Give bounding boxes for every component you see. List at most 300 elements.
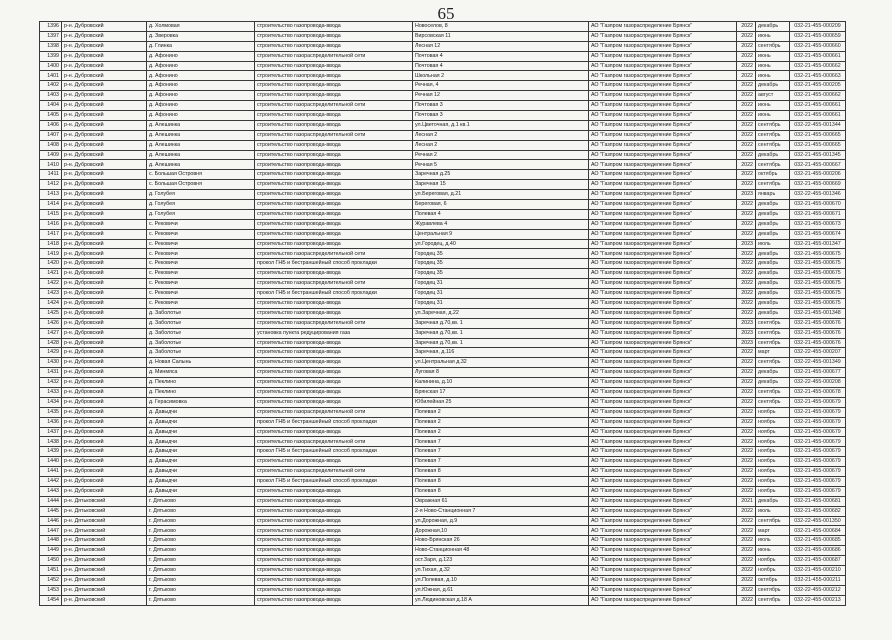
table-cell-settlement: д. Заболотье [147, 318, 255, 328]
table-cell-settlement: д. Новая Салынь [147, 358, 255, 368]
table-cell-code: 032-21-455-000662 [790, 91, 846, 101]
table-row [40, 585, 846, 595]
table-cell-month: сентябрь [756, 160, 790, 170]
table-cell-code: 032-21-455-000660 [790, 41, 846, 51]
table-cell-num: 1436 [40, 417, 62, 427]
table-cell-work: строительство газопровода-ввода [255, 229, 413, 239]
table-cell-district: р-н. Дубровский [62, 140, 147, 150]
table-row [40, 180, 846, 190]
table-row [40, 387, 846, 397]
table-cell-work: прокол ГНБ и бестраншейный способ прокладки [255, 259, 413, 269]
table-cell-address: Речная, 4 [413, 81, 589, 91]
table-cell-num: 1449 [40, 546, 62, 556]
table-cell-month: ноябрь [756, 476, 790, 486]
table-cell-work: строительство газопровода-ввода [255, 308, 413, 318]
table-cell-organization: АО "Газпром газораспределение Брянск" [589, 180, 737, 190]
table-cell-district: р-н. Дубровский [62, 130, 147, 140]
table-cell-work: строительство газопровода-ввода [255, 348, 413, 358]
table-cell-work: строительство газопровода-ввода [255, 556, 413, 566]
table-row [40, 556, 846, 566]
table-cell-address: Заречная д.70,кв. 1 [413, 338, 589, 348]
table-cell-code: 032-21-455-000673 [790, 219, 846, 229]
table-cell-address: Городец 35 [413, 249, 589, 259]
table-cell-work: строительство газораспределительной сети [255, 437, 413, 447]
table-cell-address: Новоселов, 8 [413, 22, 589, 32]
table-cell-num: 1407 [40, 130, 62, 140]
table-cell-code: 032-21-455-000671 [790, 209, 846, 219]
table-cell-district: р-н. Дубровский [62, 397, 147, 407]
table-cell-num: 1421 [40, 269, 62, 279]
table-cell-organization: АО "Газпром газораспределение Брянск" [589, 91, 737, 101]
table-cell-settlement: с. Рековичи [147, 259, 255, 269]
table-cell-num: 1446 [40, 516, 62, 526]
table-cell-district: р-н. Дубровский [62, 447, 147, 457]
table-cell-district: р-н. Дятьковский [62, 536, 147, 546]
table-cell-year: 2022 [737, 486, 756, 496]
table-cell-organization: АО "Газпром газораспределение Брянск" [589, 397, 737, 407]
table-cell-settlement: г. Дятьково [147, 546, 255, 556]
table-cell-year: 2021 [737, 496, 756, 506]
table-cell-work: строительство газопровода-ввода [255, 427, 413, 437]
table-cell-year: 2022 [737, 516, 756, 526]
table-cell-code: 032-21-455-000667 [790, 160, 846, 170]
table-cell-code: 032-22-455-000207 [790, 348, 846, 358]
table-cell-address: Почтовая 3 [413, 111, 589, 121]
table-cell-settlement: с. Рековичи [147, 229, 255, 239]
table-cell-district: р-н. Дубровский [62, 259, 147, 269]
table-cell-district: р-н. Дубровский [62, 387, 147, 397]
table-cell-work: строительство газопровода-ввода [255, 22, 413, 32]
table-cell-district: р-н. Дятьковский [62, 575, 147, 585]
table-row [40, 190, 846, 200]
table-cell-district: р-н. Дубровский [62, 378, 147, 388]
table-cell-settlement: с. Рековичи [147, 249, 255, 259]
table-cell-month: июль [756, 536, 790, 546]
table-row [40, 101, 846, 111]
table-cell-month: июнь [756, 51, 790, 61]
table-cell-code: 032-21-455-000674 [790, 229, 846, 239]
table-cell-month: декабрь [756, 200, 790, 210]
table-cell-organization: АО "Газпром газораспределение Брянск" [589, 61, 737, 71]
table-row [40, 417, 846, 427]
table-cell-address: Заречная д.70,кв. 1 [413, 318, 589, 328]
table-cell-work: строительство газопровода-ввода [255, 31, 413, 41]
table-cell-settlement: д. Давыдчи [147, 427, 255, 437]
table-cell-district: р-н. Дубровский [62, 190, 147, 200]
table-cell-work: строительство газопровода-ввода [255, 140, 413, 150]
table-cell-month: сентябрь [756, 338, 790, 348]
table-cell-organization: АО "Газпром газораспределение Брянск" [589, 150, 737, 160]
table-cell-year: 2022 [737, 209, 756, 219]
table-cell-year: 2022 [737, 22, 756, 32]
table-row [40, 575, 846, 585]
table-cell-code: 032-21-455-000675 [790, 298, 846, 308]
table-cell-settlement: с. Рековичи [147, 279, 255, 289]
table-cell-year: 2022 [737, 368, 756, 378]
table-cell-settlement: д. Пеклино [147, 378, 255, 388]
table-cell-work: строительство газопровода-ввода [255, 358, 413, 368]
table-cell-num: 1399 [40, 51, 62, 61]
table-cell-organization: АО "Газпром газораспределение Брянск" [589, 457, 737, 467]
table-cell-settlement: с. Большая Островня [147, 170, 255, 180]
table-row [40, 447, 846, 457]
table-cell-code: 032-21-455-000676 [790, 328, 846, 338]
table-cell-year: 2023 [737, 190, 756, 200]
table-cell-address: Заречная д.70,кв. 1 [413, 328, 589, 338]
table-cell-work: строительство газопровода-ввода [255, 298, 413, 308]
table-cell-organization: АО "Газпром газораспределение Брянск" [589, 417, 737, 427]
table-cell-num: 1431 [40, 368, 62, 378]
table-cell-year: 2023 [737, 239, 756, 249]
table-cell-organization: АО "Газпром газораспределение Брянск" [589, 407, 737, 417]
table-cell-settlement: д. Голубея [147, 190, 255, 200]
table-cell-district: р-н. Дубровский [62, 120, 147, 130]
table-cell-month: сентябрь [756, 328, 790, 338]
table-cell-num: 1410 [40, 160, 62, 170]
table-cell-work: строительство газораспределительной сети [255, 407, 413, 417]
table-cell-address: Полевая 4 [413, 209, 589, 219]
table-row [40, 259, 846, 269]
table-row [40, 565, 846, 575]
table-cell-district: р-н. Дятьковский [62, 565, 147, 575]
table-cell-district: р-н. Дубровский [62, 308, 147, 318]
table-cell-organization: АО "Газпром газораспределение Брянск" [589, 516, 737, 526]
table-cell-settlement: д. Алешинка [147, 150, 255, 160]
table-cell-year: 2022 [737, 170, 756, 180]
table-cell-address: Береговая, 6 [413, 200, 589, 210]
table-cell-settlement: с. Рековичи [147, 239, 255, 249]
table-cell-code: 032-21-455-001347 [790, 239, 846, 249]
table-cell-address: ул.Тихая, д.32 [413, 565, 589, 575]
table-row [40, 150, 846, 160]
table-cell-settlement: д. Голубея [147, 209, 255, 219]
table-cell-address: Городец 35 [413, 259, 589, 269]
table-cell-settlement: д. Афонино [147, 51, 255, 61]
table-cell-address: Ново-Станционная 48 [413, 546, 589, 556]
table-cell-num: 1428 [40, 338, 62, 348]
table-cell-district: р-н. Дубровский [62, 71, 147, 81]
table-cell-num: 1419 [40, 249, 62, 259]
table-cell-code: 032-21-455-000678 [790, 387, 846, 397]
table-cell-year: 2022 [737, 140, 756, 150]
table-cell-address: Овражная 61 [413, 496, 589, 506]
table-row [40, 546, 846, 556]
table-cell-address: Почтовая 4 [413, 51, 589, 61]
table-row [40, 595, 846, 605]
table-cell-code: 032-21-455-000679 [790, 486, 846, 496]
table-cell-address: Полевая 7 [413, 437, 589, 447]
table-cell-num: 1417 [40, 229, 62, 239]
table-cell-work: строительство газопровода-ввода [255, 269, 413, 279]
table-cell-month: ноябрь [756, 565, 790, 575]
table-cell-organization: АО "Газпром газораспределение Брянск" [589, 259, 737, 269]
table-cell-district: р-н. Дубровский [62, 358, 147, 368]
table-cell-work: строительство газопровода-ввода [255, 71, 413, 81]
table-cell-address: ул.Южная, д.61 [413, 585, 589, 595]
table-cell-settlement: д. Давыдчи [147, 457, 255, 467]
table-cell-organization: АО "Газпром газораспределение Брянск" [589, 368, 737, 378]
table-cell-work: строительство газопровода-ввода [255, 496, 413, 506]
table-cell-settlement: с. Рековичи [147, 289, 255, 299]
table-cell-year: 2022 [737, 219, 756, 229]
table-cell-code: 032-21-455-000679 [790, 417, 846, 427]
table-cell-year: 2022 [737, 358, 756, 368]
table-cell-month: июль [756, 506, 790, 516]
table-row [40, 269, 846, 279]
table-cell-month: декабрь [756, 22, 790, 32]
table-cell-work: строительство газопровода-ввода [255, 219, 413, 229]
table-cell-organization: АО "Газпром газораспределение Брянск" [589, 170, 737, 180]
table-cell-district: р-н. Дубровский [62, 348, 147, 358]
table-cell-code: 032-21-455-000675 [790, 269, 846, 279]
table-cell-settlement: д. Голубея [147, 200, 255, 210]
table-cell-month: декабрь [756, 259, 790, 269]
table-row [40, 81, 846, 91]
table-cell-settlement: с. Рековичи [147, 219, 255, 229]
table-cell-organization: АО "Газпром газораспределение Брянск" [589, 506, 737, 516]
table-cell-district: р-н. Дубровский [62, 457, 147, 467]
table-cell-month: сентябрь [756, 140, 790, 150]
table-cell-year: 2023 [737, 328, 756, 338]
table-cell-num: 1415 [40, 209, 62, 219]
table-cell-month: август [756, 91, 790, 101]
table-cell-district: р-н. Дятьковский [62, 556, 147, 566]
table-cell-code: 032-21-455-000662 [790, 61, 846, 71]
table-cell-num: 1427 [40, 328, 62, 338]
table-cell-month: июнь [756, 71, 790, 81]
table-cell-num: 1422 [40, 279, 62, 289]
table-cell-settlement: с. Большая Островня [147, 180, 255, 190]
table-cell-year: 2022 [737, 378, 756, 388]
table-cell-district: р-н. Дубровский [62, 61, 147, 71]
table-cell-district: р-н. Дятьковский [62, 595, 147, 605]
table-cell-year: 2022 [737, 51, 756, 61]
table-cell-organization: АО "Газпром газораспределение Брянск" [589, 358, 737, 368]
table-cell-district: р-н. Дубровский [62, 269, 147, 279]
table-cell-num: 1400 [40, 61, 62, 71]
table-cell-district: р-н. Дубровский [62, 437, 147, 447]
table-row [40, 51, 846, 61]
table-cell-year: 2023 [737, 318, 756, 328]
table-cell-month: ноябрь [756, 427, 790, 437]
table-cell-organization: АО "Газпром газораспределение Брянск" [589, 486, 737, 496]
table-cell-work: строительство газопровода-ввода [255, 457, 413, 467]
table-cell-district: р-н. Дубровский [62, 91, 147, 101]
table-cell-address: Полевая 8 [413, 476, 589, 486]
table-cell-work: строительство газопровода-ввода [255, 91, 413, 101]
table-cell-settlement: д. Давыдчи [147, 417, 255, 427]
table-row [40, 249, 846, 259]
table-cell-district: р-н. Дубровский [62, 318, 147, 328]
table-row [40, 170, 846, 180]
table-cell-month: декабрь [756, 279, 790, 289]
table-cell-address: Юбилейная 25 [413, 397, 589, 407]
table-cell-year: 2022 [737, 556, 756, 566]
table-cell-month: сентябрь [756, 397, 790, 407]
table-cell-district: р-н. Дубровский [62, 219, 147, 229]
table-cell-work: строительство газопровода-ввода [255, 239, 413, 249]
table-cell-settlement: с. Рековичи [147, 269, 255, 279]
table-cell-work: прокол ГНБ и бестраншейный способ прокладки [255, 289, 413, 299]
table-cell-district: р-н. Дубровский [62, 170, 147, 180]
table-cell-code: 032-21-455-000206 [790, 170, 846, 180]
table-cell-code: 032-21-455-000659 [790, 31, 846, 41]
table-cell-year: 2022 [737, 130, 756, 140]
table-cell-organization: АО "Газпром газораспределение Брянск" [589, 269, 737, 279]
table-cell-year: 2022 [737, 61, 756, 71]
table-cell-month: июнь [756, 546, 790, 556]
table-cell-work: прокол ГНБ и бестраншейный способ прокладки [255, 447, 413, 457]
table-cell-num: 1401 [40, 71, 62, 81]
table-cell-year: 2022 [737, 289, 756, 299]
table-cell-year: 2022 [737, 81, 756, 91]
table-row [40, 368, 846, 378]
table-cell-organization: АО "Газпром газораспределение Брянск" [589, 348, 737, 358]
table-cell-address: Полевая 8 [413, 486, 589, 496]
table-cell-address: ост.Заря, д.123 [413, 556, 589, 566]
table-cell-address: Лесная 2 [413, 140, 589, 150]
table-row [40, 427, 846, 437]
table-cell-year: 2022 [737, 595, 756, 605]
table-cell-code: 032-22-455-000212 [790, 585, 846, 595]
table-row [40, 61, 846, 71]
table-cell-code: 032-21-455-000661 [790, 51, 846, 61]
table-cell-num: 1396 [40, 22, 62, 32]
table-cell-num: 1411 [40, 170, 62, 180]
table-cell-address: Вирсовская 11 [413, 31, 589, 41]
table-row [40, 239, 846, 249]
table-cell-num: 1406 [40, 120, 62, 130]
table-row [40, 200, 846, 210]
table-cell-settlement: д. Афонино [147, 71, 255, 81]
table-row [40, 229, 846, 239]
table-cell-district: р-н. Дубровский [62, 368, 147, 378]
table-cell-organization: АО "Газпром газораспределение Брянск" [589, 595, 737, 605]
table-row [40, 91, 846, 101]
table-cell-organization: АО "Газпром газораспределение Брянск" [589, 239, 737, 249]
table-cell-address: ул.Цветочная, д.1 кв.1 [413, 120, 589, 130]
table-cell-month: сентябрь [756, 130, 790, 140]
table-row [40, 130, 846, 140]
table-cell-organization: АО "Газпром газораспределение Брянск" [589, 130, 737, 140]
table-cell-month: июнь [756, 101, 790, 111]
table-cell-organization: АО "Газпром газораспределение Брянск" [589, 279, 737, 289]
table-cell-num: 1451 [40, 565, 62, 575]
table-cell-code: 032-21-455-000684 [790, 526, 846, 536]
table-cell-organization: АО "Газпром газораспределение Брянск" [589, 71, 737, 81]
table-cell-num: 1424 [40, 298, 62, 308]
table-cell-num: 1405 [40, 111, 62, 121]
table-cell-month: ноябрь [756, 556, 790, 566]
table-row [40, 318, 846, 328]
table-cell-year: 2022 [737, 476, 756, 486]
table-cell-settlement: г. Дятьково [147, 536, 255, 546]
table-cell-code: 032-22-455-001344 [790, 120, 846, 130]
table-cell-address: Полевая 7 [413, 457, 589, 467]
table-cell-work: строительство газопровода-ввода [255, 338, 413, 348]
table-cell-month: сентябрь [756, 595, 790, 605]
table-cell-organization: АО "Газпром газораспределение Брянск" [589, 160, 737, 170]
table-cell-year: 2022 [737, 91, 756, 101]
table-cell-organization: АО "Газпром газораспределение Брянск" [589, 308, 737, 318]
table-cell-num: 1412 [40, 180, 62, 190]
table-cell-settlement: г. Дятьково [147, 496, 255, 506]
table-cell-num: 1423 [40, 289, 62, 299]
table-cell-settlement: д. Давыдчи [147, 447, 255, 457]
table-row [40, 526, 846, 536]
table-cell-code: 032-21-455-000210 [790, 565, 846, 575]
table-cell-organization: АО "Газпром газораспределение Брянск" [589, 120, 737, 130]
table-cell-work: строительство газораспределительной сети [255, 467, 413, 477]
table-cell-month: ноябрь [756, 417, 790, 427]
table-cell-district: р-н. Дятьковский [62, 496, 147, 506]
table-cell-address: Речная 5 [413, 160, 589, 170]
table-cell-organization: АО "Газпром газораспределение Брянск" [589, 556, 737, 566]
table-cell-year: 2022 [737, 585, 756, 595]
table-cell-year: 2022 [737, 397, 756, 407]
table-cell-code: 032-21-455-000209 [790, 22, 846, 32]
table-cell-district: р-н. Дятьковский [62, 516, 147, 526]
table-cell-code: 032-21-455-000675 [790, 249, 846, 259]
table-cell-year: 2022 [737, 229, 756, 239]
table-cell-work: строительство газопровода-ввода [255, 120, 413, 130]
table-cell-month: декабрь [756, 269, 790, 279]
table-cell-num: 1434 [40, 397, 62, 407]
table-row [40, 219, 846, 229]
table-cell-code: 032-21-455-000676 [790, 318, 846, 328]
table-cell-settlement: д. Алешинка [147, 120, 255, 130]
table-cell-district: р-н. Дубровский [62, 239, 147, 249]
table-cell-code: 032-22-455-000213 [790, 595, 846, 605]
table-cell-code: 032-21-455-001345 [790, 150, 846, 160]
table-cell-num: 1416 [40, 219, 62, 229]
table-cell-organization: АО "Газпром газораспределение Брянск" [589, 318, 737, 328]
table-cell-code: 032-21-455-000677 [790, 368, 846, 378]
table-cell-year: 2022 [737, 71, 756, 81]
table-row [40, 467, 846, 477]
table-cell-district: р-н. Дубровский [62, 417, 147, 427]
table-cell-organization: АО "Газпром газораспределение Брянск" [589, 565, 737, 575]
table-cell-month: декабрь [756, 496, 790, 506]
table-cell-code: 032-21-455-000679 [790, 397, 846, 407]
register-table [39, 21, 846, 606]
table-cell-work: строительство газопровода-ввода [255, 486, 413, 496]
table-cell-address: 2-я Ново-Станционная 7 [413, 506, 589, 516]
table-cell-num: 1448 [40, 536, 62, 546]
table-cell-organization: АО "Газпром газораспределение Брянск" [589, 378, 737, 388]
table-cell-num: 1437 [40, 427, 62, 437]
table-cell-address: ул.Дорожная, д.9 [413, 516, 589, 526]
table-cell-address: Городец 35 [413, 269, 589, 279]
table-cell-settlement: д. Герасимовка [147, 397, 255, 407]
table-cell-settlement: д. Заболотье [147, 308, 255, 318]
table-cell-year: 2022 [737, 348, 756, 358]
table-cell-year: 2022 [737, 298, 756, 308]
table-cell-organization: АО "Газпром газораспределение Брянск" [589, 219, 737, 229]
table-cell-address: ул.Центральная д.32 [413, 358, 589, 368]
table-cell-work: строительство газопровода-ввода [255, 81, 413, 91]
table-cell-organization: АО "Газпром газораспределение Брянск" [589, 190, 737, 200]
table-cell-district: р-н. Дубровский [62, 31, 147, 41]
table-cell-district: р-н. Дубровский [62, 101, 147, 111]
table-cell-address: Полевая 2 [413, 427, 589, 437]
table-cell-work: строительство газопровода-ввода [255, 575, 413, 585]
table-cell-work: строительство газораспределительной сети [255, 249, 413, 259]
table-cell-num: 1426 [40, 318, 62, 328]
table-cell-address: ул.Заречная, д.22 [413, 308, 589, 318]
table-cell-year: 2022 [737, 526, 756, 536]
table-cell-work: строительство газопровода-ввода [255, 368, 413, 378]
